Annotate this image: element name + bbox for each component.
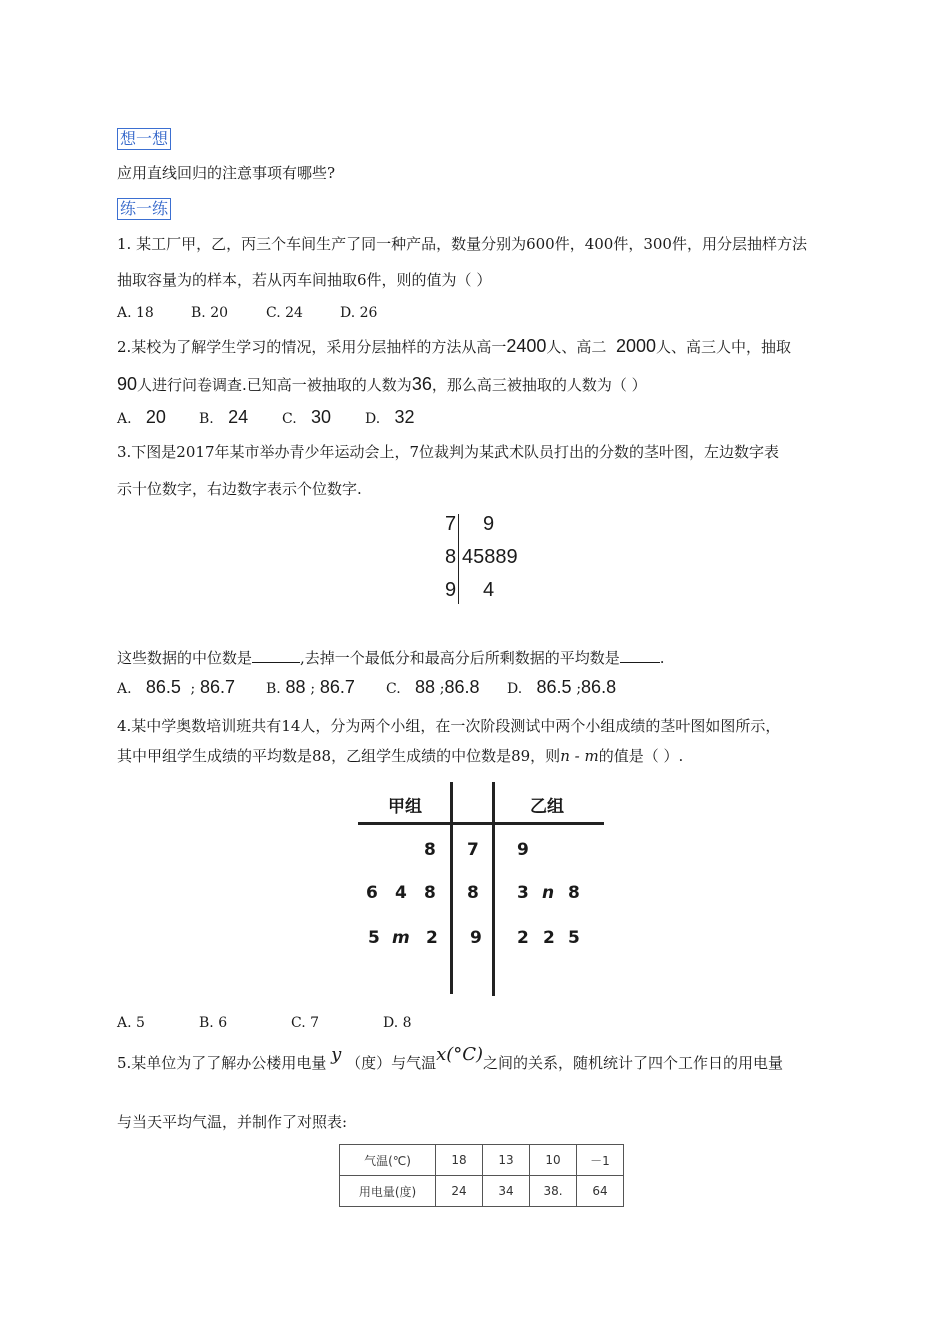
q3-option-b: B. 88 ; 86.7 — [266, 677, 355, 697]
q1-option-d: D. 26 — [340, 305, 378, 321]
q2-option-b: B. 24 — [199, 407, 249, 427]
q4-line1: 4.某中学奥数培训班共有14人，分为两个小组，在一次阶段测试中两个小组成绩的茎叶图如图所示， — [117, 717, 781, 735]
fig-stem: 9 — [470, 928, 482, 948]
q3-option-d: D. 86.5 ;86.8 — [507, 677, 617, 697]
leaves-8: 45889 — [462, 546, 518, 568]
fig-left-divider — [450, 782, 453, 994]
fig-left-header: 甲组 — [388, 797, 422, 817]
stem-9: 9 — [445, 579, 457, 601]
table-cell: 64 — [577, 1176, 624, 1207]
table-cell: 34 — [483, 1176, 530, 1207]
section-think-title: 想一想 — [117, 128, 171, 150]
q1-line1: 1. 某工厂甲，乙，丙三个车间生产了同一种产品，数量分别为600件，400件，300件，用分层抽样方法 — [117, 235, 807, 253]
fig-right-leaf: 5 — [568, 928, 580, 948]
q4-line2: 其中甲组学生成绩的平均数是88，乙组学生成绩的中位数是89，则n - m的值是（ ）. — [117, 747, 684, 765]
fig-right-header: 乙组 — [530, 797, 564, 817]
table-cell: 38. — [530, 1176, 577, 1207]
q3-question: 这些数据的中位数是 ,去掉一个最低分和最高分后所剩数据的平均数是 . — [117, 649, 665, 667]
q2-line2: 90人进行问卷调查.已知高一被抽取的人数为36，那么高三被抽取的人数为（ ） — [117, 374, 647, 394]
table-row-header: 气温(℃) — [340, 1145, 436, 1176]
fig-right-leaf: 8 — [568, 883, 580, 903]
fig-right-leaf: 9 — [517, 840, 529, 860]
q2-option-a: A. 20 — [117, 407, 166, 427]
q4-option-c: C. 7 — [291, 1015, 320, 1031]
fig-right-leaf: 2 — [543, 928, 555, 948]
q3-option-c: C. 88 ;86.8 — [386, 677, 480, 697]
fig-stem: 8 — [467, 883, 479, 903]
table-cell: 24 — [436, 1176, 483, 1207]
fig-left-leaf: 8 — [424, 883, 436, 903]
q3-line1: 3.下图是2017年某市举办青少年运动会上，7位裁判为某武术队员打出的分数的茎叶图，左边数字表 — [117, 443, 780, 461]
q4-option-b: B. 6 — [199, 1015, 228, 1031]
q5-line2: 与当天平均气温，并制作了对照表: — [117, 1113, 348, 1131]
fig-header-rule — [358, 822, 604, 825]
q4-option-d: D. 8 — [383, 1015, 412, 1031]
stem-8: 8 — [445, 546, 457, 568]
fig-left-leaf: 4 — [395, 883, 407, 903]
fig-right-divider — [492, 782, 495, 996]
q5-data-table — [339, 1144, 624, 1207]
table-cell: －1 — [577, 1145, 624, 1176]
q2-option-c: C. 30 — [282, 407, 332, 427]
fig-stem: 7 — [467, 840, 479, 860]
leaves-7: 9 — [483, 513, 495, 535]
section-practice-title: 练一练 — [117, 198, 171, 220]
table-cell: 10 — [530, 1145, 577, 1176]
fig-right-leaf: 2 — [517, 928, 529, 948]
table-row-header: 用电量(度) — [340, 1176, 436, 1207]
fig-left-leaf: 5 — [368, 928, 380, 948]
stem-7: 7 — [445, 513, 457, 535]
q3-line2: 示十位数字，右边数字表示个位数字. — [117, 480, 362, 498]
fig-right-leaf: 3 — [517, 883, 529, 903]
q4-option-a: A. 5 — [117, 1015, 145, 1031]
table-cell: 18 — [436, 1145, 483, 1176]
table-cell: 13 — [483, 1145, 530, 1176]
q2-line1: 2.某校为了解学生学习的情况，采用分层抽样的方法从高一2400人、高二 2000人、高三人中，抽取 — [117, 336, 791, 356]
q1-option-c: C. 24 — [266, 305, 303, 321]
q1-option-a: A. 18 — [117, 305, 154, 321]
section-think-question: 应用直线回归的注意事项有哪些? — [117, 164, 336, 182]
q1-line2: 抽取容量为的样本，若从丙车间抽取6件，则的值为（ ） — [117, 271, 492, 289]
stem-divider — [458, 514, 459, 604]
q3-option-a: A. 86.5 ; 86.7 — [117, 677, 236, 697]
fig-left-leaf: 8 — [424, 840, 436, 860]
q1-option-b: B. 20 — [191, 305, 229, 321]
table-row — [340, 1176, 624, 1207]
fig-right-leaf: n — [542, 883, 555, 903]
leaves-9: 4 — [483, 579, 495, 601]
fig-left-leaf: 2 — [426, 928, 438, 948]
table-row — [340, 1145, 624, 1176]
fig-left-leaf: m — [392, 928, 410, 948]
q5-line1: 5.某单位为了了解办公楼用电量 y （度）与气温x(°C)之间的关系，随机统计了四个工作日的用电量 — [117, 1044, 784, 1072]
q2-option-d: D. 32 — [365, 407, 415, 427]
fig-left-leaf: 6 — [366, 883, 378, 903]
